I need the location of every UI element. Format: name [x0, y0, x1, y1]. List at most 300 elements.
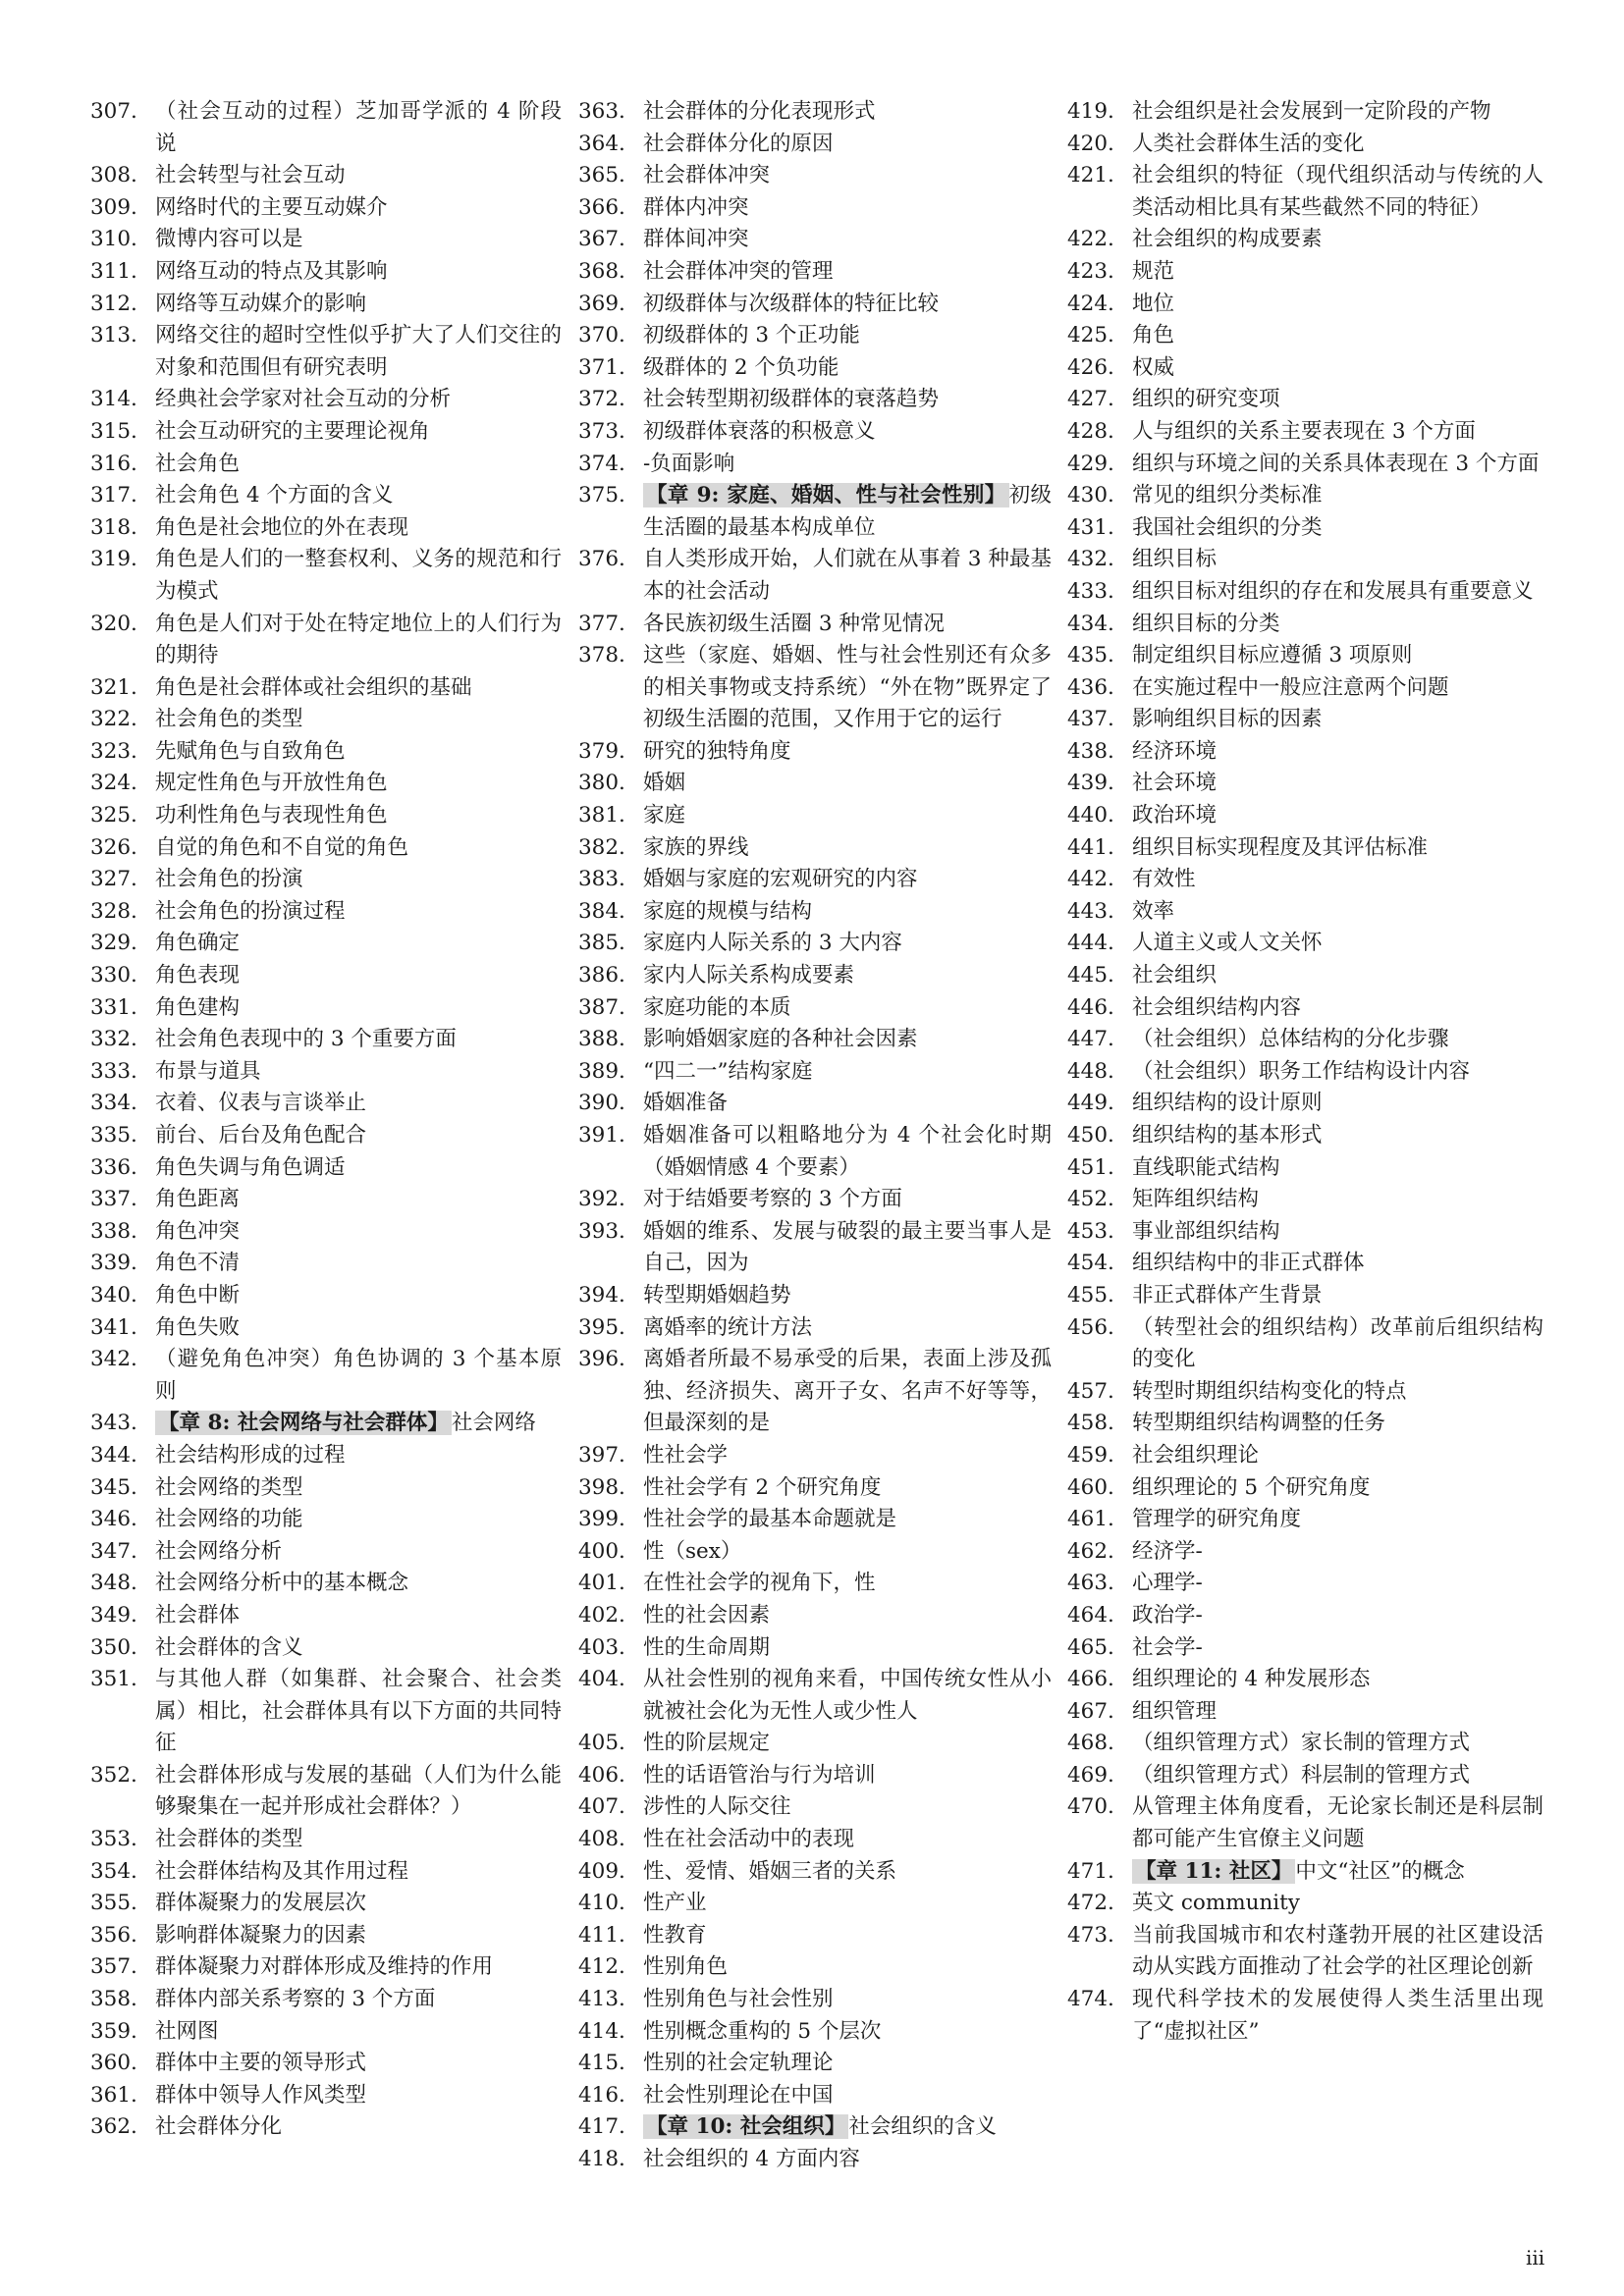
- list-item: [1067, 896, 1543, 929]
- item-text: [155, 2080, 562, 2112]
- column-2: [578, 96, 1052, 2176]
- item-body: 社会网络的功能: [155, 1507, 303, 1532]
- item-body: 社会组织的 4 方面内容: [643, 2147, 860, 2171]
- list-item: [1067, 736, 1543, 769]
- item-text: [155, 544, 562, 608]
- list-item: [578, 640, 1052, 736]
- item-body: 组织理论的 5 个研究角度: [1132, 1474, 1371, 1500]
- list-item: [578, 1056, 1052, 1089]
- item-body: 有效性: [1132, 867, 1196, 892]
- item-text: [1132, 352, 1543, 385]
- list-item: [90, 1344, 562, 1408]
- list-item: [90, 864, 562, 896]
- item-number: 345.: [90, 1474, 137, 1500]
- item-text: [155, 2111, 562, 2144]
- list-item: [90, 1216, 562, 1249]
- item-number: 442.: [1067, 867, 1114, 892]
- item-body: 性别概念重构的 5 个层次: [643, 2018, 882, 2044]
- item-body: 群体内部关系考察的 3 个方面: [155, 1987, 436, 2012]
- item-number: 394.: [578, 1282, 625, 1308]
- list-item: [578, 320, 1052, 352]
- item-text: [643, 1024, 1052, 1056]
- item-body: 性别角色与社会性别: [643, 1987, 834, 2012]
- item-body: 角色是社会群体或社会组织的基础: [155, 674, 472, 700]
- list-item: [1067, 1120, 1543, 1152]
- list-item: [1067, 704, 1543, 736]
- item-body: 组织管理: [1132, 1698, 1218, 1724]
- item-number: 337.: [90, 1187, 137, 1212]
- item-number: 424.: [1067, 291, 1114, 316]
- chapter-heading: 【章 11: 社区】: [1132, 1859, 1295, 1884]
- item-number: 410.: [578, 1891, 625, 1916]
- chapter-heading: 【章 9: 家庭、婚姻、性与社会性别】: [643, 483, 1009, 507]
- item-number: 380.: [578, 771, 625, 796]
- item-text: [643, 1504, 1052, 1536]
- item-number: 430.: [1067, 483, 1114, 508]
- list-item: [90, 1888, 562, 1920]
- item-body: 婚姻准备可以粗略地分为 4 个社会化时期（婚姻情感 4 个要素）: [643, 1123, 1052, 1180]
- item-text: [643, 960, 1052, 992]
- list-item: [1067, 1472, 1543, 1505]
- item-text: [155, 2016, 562, 2049]
- item-number: 326.: [90, 834, 137, 860]
- item-number: 441.: [1067, 834, 1114, 860]
- item-number: 404.: [578, 1667, 625, 1692]
- item-number: 454.: [1067, 1251, 1114, 1276]
- list-item: [578, 832, 1052, 865]
- item-number: 312.: [90, 291, 137, 316]
- item-body: 婚姻: [643, 771, 686, 796]
- item-body: 网络交往的超时空性似乎扩大了人们交往的对象和范围但有研究表明: [155, 323, 562, 380]
- list-item: [90, 2048, 562, 2080]
- item-number: 448.: [1067, 1058, 1114, 1084]
- item-text: [643, 129, 1052, 161]
- item-body: 规定性角色与开放性角色: [155, 771, 388, 796]
- item-body: 角色确定: [155, 931, 241, 956]
- item-text: [643, 320, 1052, 352]
- item-text: [155, 960, 562, 992]
- list-item: [1067, 1024, 1543, 1056]
- item-text: [643, 864, 1052, 896]
- item-number: 346.: [90, 1507, 137, 1532]
- list-item: [90, 1984, 562, 2016]
- item-text: [1132, 1984, 1543, 2048]
- item-text: [155, 1088, 562, 1120]
- item-number: 328.: [90, 898, 137, 924]
- list-item: [1067, 768, 1543, 800]
- item-number: 321.: [90, 674, 137, 700]
- item-number: 329.: [90, 931, 137, 956]
- list-item: [1067, 1728, 1543, 1760]
- item-body: 社会角色的扮演过程: [155, 898, 346, 924]
- item-body: 离婚者所最不易承受的后果，表面上涉及孤独、经济损失、离开子女、名声不好等等，但最深刻的是: [643, 1347, 1052, 1436]
- item-number: 473.: [1067, 1922, 1114, 1948]
- list-item: [90, 416, 562, 449]
- item-number: 412.: [578, 1954, 625, 1980]
- item-text: [643, 640, 1052, 736]
- item-number: 333.: [90, 1058, 137, 1084]
- list-item: [578, 160, 1052, 192]
- item-number: 342.: [90, 1347, 137, 1372]
- item-text: [155, 512, 562, 545]
- item-body: 权威: [1132, 354, 1175, 380]
- item-body: 网络时代的主要互动媒介: [155, 194, 388, 220]
- item-body: 效率: [1132, 898, 1175, 924]
- item-number: 355.: [90, 1891, 137, 1916]
- item-number: 358.: [90, 1987, 137, 2012]
- item-body: 对于结婚要考察的 3 个方面: [643, 1187, 902, 1212]
- item-number: 369.: [578, 291, 625, 316]
- list-item: [578, 1216, 1052, 1280]
- list-item: [1067, 1600, 1543, 1632]
- item-number: 425.: [1067, 323, 1114, 348]
- item-body: 群体中领导人作风类型: [155, 2082, 367, 2108]
- item-body: 社会群体: [155, 1602, 241, 1628]
- page-number: iii: [1526, 2246, 1545, 2269]
- item-body: 性社会学的最基本命题就是: [643, 1507, 897, 1532]
- item-body: 社会组织是社会发展到一定阶段的产物: [1132, 99, 1491, 124]
- item-number: 365.: [578, 163, 625, 188]
- item-text: [155, 1152, 562, 1185]
- item-body: 社会组织结构内容: [1132, 994, 1302, 1020]
- item-text: [1132, 1664, 1543, 1696]
- item-number: 433.: [1067, 578, 1114, 604]
- item-number: 413.: [578, 1987, 625, 2012]
- column-1: [90, 96, 562, 2144]
- list-item: [90, 1248, 562, 1280]
- item-text: [155, 1920, 562, 1952]
- item-text: [155, 192, 562, 225]
- item-text: [155, 416, 562, 449]
- item-number: 450.: [1067, 1123, 1114, 1148]
- item-number: 393.: [578, 1218, 625, 1244]
- item-text: [1132, 736, 1543, 769]
- item-number: 396.: [578, 1347, 625, 1372]
- item-body: 社会群体的类型: [155, 1827, 303, 1852]
- list-item: [578, 192, 1052, 225]
- list-item: [90, 512, 562, 545]
- item-number: 411.: [578, 1922, 625, 1948]
- item-body: 角色失调与角色调适: [155, 1154, 346, 1180]
- item-body: 人类社会群体生活的变化: [1132, 131, 1365, 156]
- item-number: 386.: [578, 963, 625, 988]
- item-text: [1132, 160, 1543, 224]
- item-text: [643, 1216, 1052, 1280]
- item-number: 376.: [578, 547, 625, 572]
- item-text: [1132, 832, 1543, 865]
- list-item: [578, 480, 1052, 544]
- item-number: 418.: [578, 2147, 625, 2171]
- item-body: 从社会性别的视角来看，中国传统女性从小就被社会化为无性人或少性人: [643, 1667, 1052, 1724]
- list-item: [1067, 129, 1543, 161]
- item-number: 467.: [1067, 1698, 1114, 1724]
- list-item: [578, 1568, 1052, 1600]
- item-body: 社会群体结构及其作用过程: [155, 1858, 409, 1884]
- document-page: [90, 96, 1543, 2197]
- item-text: [155, 1024, 562, 1056]
- item-body: 社会角色的类型: [155, 707, 303, 732]
- item-text: [1132, 1280, 1543, 1312]
- item-body: 社会组织的特征（现代组织活动与传统的人类活动相比具有某些截然不同的特征）: [1132, 163, 1543, 220]
- item-number: 352.: [90, 1762, 137, 1788]
- item-body: 角色是人们的一整套权利、义务的规范和行为模式: [155, 547, 562, 604]
- item-text: [155, 768, 562, 800]
- item-body: 社会转型期初级群体的衰落趋势: [643, 387, 940, 412]
- item-text: [643, 449, 1052, 481]
- item-number: 317.: [90, 483, 137, 508]
- item-text: [643, 352, 1052, 385]
- item-text: [155, 800, 562, 832]
- list-item: [578, 928, 1052, 960]
- item-body: 性（sex）: [643, 1538, 742, 1564]
- item-text: [643, 1632, 1052, 1665]
- list-item: [1067, 480, 1543, 512]
- item-text: [643, 1824, 1052, 1856]
- list-item: [90, 1056, 562, 1089]
- item-text: [643, 384, 1052, 416]
- item-number: 462.: [1067, 1538, 1114, 1564]
- item-text: [1132, 768, 1543, 800]
- item-number: 325.: [90, 803, 137, 828]
- list-item: [1067, 864, 1543, 896]
- item-text: [643, 1472, 1052, 1505]
- list-item: [578, 1184, 1052, 1216]
- item-body: 制定组织目标应遵循 3 项原则: [1132, 643, 1413, 668]
- item-text: [155, 1888, 562, 1920]
- item-body: 功利性角色与表现性角色: [155, 803, 388, 828]
- item-number: 322.: [90, 707, 137, 732]
- item-number: 474.: [1067, 1987, 1114, 2012]
- item-body: 组织目标对组织的存在和发展具有重要意义: [1132, 578, 1534, 604]
- list-item: [1067, 992, 1543, 1025]
- item-body: 组织目标实现程度及其评估标准: [1132, 834, 1429, 860]
- item-body: 转型时期组织结构变化的特点: [1132, 1378, 1407, 1404]
- item-number: 469.: [1067, 1762, 1114, 1788]
- item-text: [1132, 1152, 1543, 1185]
- item-body: 性教育: [643, 1922, 707, 1948]
- item-text: [643, 736, 1052, 769]
- item-number: 372.: [578, 387, 625, 412]
- item-body: （组织管理方式）科层制的管理方式: [1132, 1762, 1471, 1788]
- list-item: [90, 1312, 562, 1345]
- item-text: [1132, 1056, 1543, 1089]
- list-item: [90, 1440, 562, 1472]
- item-text: [643, 1312, 1052, 1345]
- item-number: 349.: [90, 1602, 137, 1628]
- list-item: [578, 289, 1052, 321]
- item-body: 组织结构中的非正式群体: [1132, 1251, 1365, 1276]
- item-body: 社会组织的含义: [848, 2114, 997, 2140]
- item-number: 374.: [578, 451, 625, 476]
- item-number: 447.: [1067, 1027, 1114, 1052]
- item-number: 431.: [1067, 514, 1114, 540]
- chapter-heading: 【章 10: 社会组织】: [643, 2114, 848, 2139]
- item-body: 组织的研究变项: [1132, 387, 1280, 412]
- list-item: [578, 960, 1052, 992]
- item-number: 435.: [1067, 643, 1114, 668]
- item-text: [1132, 1216, 1543, 1249]
- list-item: [578, 2016, 1052, 2049]
- item-number: 331.: [90, 994, 137, 1020]
- list-item: [578, 896, 1052, 929]
- item-number: 377.: [578, 611, 625, 636]
- item-text: [1132, 1568, 1543, 1600]
- list-item: [90, 1632, 562, 1665]
- item-body: 中文“社区”的概念: [1295, 1858, 1465, 1884]
- item-number: 361.: [90, 2082, 137, 2108]
- item-body: “四二一”结构家庭: [643, 1058, 813, 1084]
- item-text: [1132, 1024, 1543, 1056]
- item-body: 社会网络分析中的基本概念: [155, 1571, 409, 1596]
- item-body: 角色: [1132, 323, 1175, 348]
- list-item: [1067, 256, 1543, 289]
- column-3: [1067, 96, 1543, 2048]
- item-text: [643, 2016, 1052, 2049]
- item-number: 461.: [1067, 1507, 1114, 1532]
- item-number: 367.: [578, 227, 625, 252]
- item-body: （转型社会的组织结构）改革前后组织结构的变化: [1132, 1314, 1543, 1372]
- list-item: [90, 1504, 562, 1536]
- item-body: （组织管理方式）家长制的管理方式: [1132, 1731, 1471, 1756]
- item-number: 443.: [1067, 898, 1114, 924]
- item-body: 社会组织: [1132, 963, 1218, 988]
- item-text: [643, 2144, 1052, 2176]
- item-number: 451.: [1067, 1154, 1114, 1180]
- item-body: 角色建构: [155, 994, 241, 1020]
- list-item: [1067, 1888, 1543, 1920]
- item-number: 318.: [90, 514, 137, 540]
- item-number: 366.: [578, 194, 625, 220]
- item-body: 性的生命周期: [643, 1634, 771, 1660]
- item-body: 规范: [1132, 258, 1175, 284]
- item-number: 458.: [1067, 1411, 1114, 1436]
- item-number: 399.: [578, 1507, 625, 1532]
- list-item: [90, 449, 562, 481]
- item-body: （社会组织）职务工作结构设计内容: [1132, 1058, 1471, 1084]
- item-number: 409.: [578, 1858, 625, 1884]
- item-body: 微博内容可以是: [155, 227, 303, 252]
- item-number: 397.: [578, 1442, 625, 1468]
- item-body: 社会角色: [155, 451, 241, 476]
- item-body: 社会角色表现中的 3 个重要方面: [155, 1027, 457, 1052]
- item-text: [1132, 704, 1543, 736]
- item-number: 309.: [90, 194, 137, 220]
- list-item: [578, 1504, 1052, 1536]
- item-body: 经典社会学家对社会互动的分析: [155, 387, 452, 412]
- list-item: [90, 1760, 562, 1824]
- item-text: [643, 2080, 1052, 2112]
- item-body: 群体间冲突: [643, 227, 749, 252]
- list-item: [578, 256, 1052, 289]
- list-item: [1067, 1088, 1543, 1120]
- item-number: 308.: [90, 163, 137, 188]
- list-item: [90, 480, 562, 512]
- item-text: [643, 160, 1052, 192]
- item-text: [1132, 960, 1543, 992]
- item-body: 性社会学有 2 个研究角度: [643, 1474, 882, 1500]
- list-item: [90, 800, 562, 832]
- item-number: 416.: [578, 2082, 625, 2108]
- item-text: [1132, 1728, 1543, 1760]
- item-number: 334.: [90, 1091, 137, 1116]
- item-text: [1132, 1760, 1543, 1792]
- item-number: 426.: [1067, 354, 1114, 380]
- item-body: 组织目标的分类: [1132, 611, 1280, 636]
- item-text: [1132, 672, 1543, 705]
- item-text: [155, 1184, 562, 1216]
- item-number: 370.: [578, 323, 625, 348]
- list-item: [90, 192, 562, 225]
- list-item: [578, 1088, 1052, 1120]
- item-text: [155, 1824, 562, 1856]
- list-item: [1067, 1056, 1543, 1089]
- list-item: [1067, 1664, 1543, 1696]
- item-text: [643, 609, 1052, 641]
- list-item: [578, 1824, 1052, 1856]
- item-number: 341.: [90, 1314, 137, 1340]
- item-body: 前台、后台及角色配合: [155, 1123, 367, 1148]
- item-number: 315.: [90, 418, 137, 444]
- item-body: 性别的社会定轨理论: [643, 2051, 834, 2076]
- item-number: 379.: [578, 738, 625, 764]
- item-number: 371.: [578, 354, 625, 380]
- item-body: 角色冲突: [155, 1218, 241, 1244]
- list-item: [578, 1120, 1052, 1184]
- item-text: [643, 1728, 1052, 1760]
- list-item: [90, 2080, 562, 2112]
- item-number: 348.: [90, 1571, 137, 1596]
- item-number: 378.: [578, 643, 625, 668]
- item-number: 472.: [1067, 1891, 1114, 1916]
- item-text: [643, 256, 1052, 289]
- item-text: [643, 544, 1052, 608]
- item-text: [643, 1280, 1052, 1312]
- list-item: [578, 1280, 1052, 1312]
- list-item: [1067, 449, 1543, 481]
- item-text: [643, 1951, 1052, 1984]
- item-text: [643, 1440, 1052, 1472]
- item-body: 家庭: [643, 803, 686, 828]
- item-text: [643, 1791, 1052, 1824]
- item-text: [155, 1536, 562, 1569]
- list-item: [578, 2111, 1052, 2144]
- item-number: 400.: [578, 1538, 625, 1564]
- item-body: 性的阶层规定: [643, 1731, 771, 1756]
- item-text: [1132, 449, 1543, 481]
- list-item: [90, 1088, 562, 1120]
- item-number: 453.: [1067, 1218, 1114, 1244]
- item-body: 社会学-: [1132, 1634, 1203, 1660]
- item-text: [1132, 1184, 1543, 1216]
- item-text: [1132, 480, 1543, 512]
- item-body: 经济环境: [1132, 738, 1218, 764]
- item-body: 级群体的 2 个负功能: [643, 354, 839, 380]
- list-item: [90, 832, 562, 865]
- list-item: [578, 544, 1052, 608]
- item-body: 初级生活圈的最基本构成单位: [643, 483, 1052, 540]
- item-text: [155, 1664, 562, 1760]
- item-number: 383.: [578, 867, 625, 892]
- item-body: 影响组织目标的因素: [1132, 707, 1323, 732]
- item-body: -负面影响: [643, 451, 735, 476]
- list-item: [90, 1568, 562, 1600]
- item-number: 350.: [90, 1634, 137, 1660]
- list-item: [1067, 1568, 1543, 1600]
- item-body: 直线职能式结构: [1132, 1154, 1280, 1180]
- list-item: [1067, 1632, 1543, 1665]
- item-number: 382.: [578, 834, 625, 860]
- list-item: [1067, 1312, 1543, 1376]
